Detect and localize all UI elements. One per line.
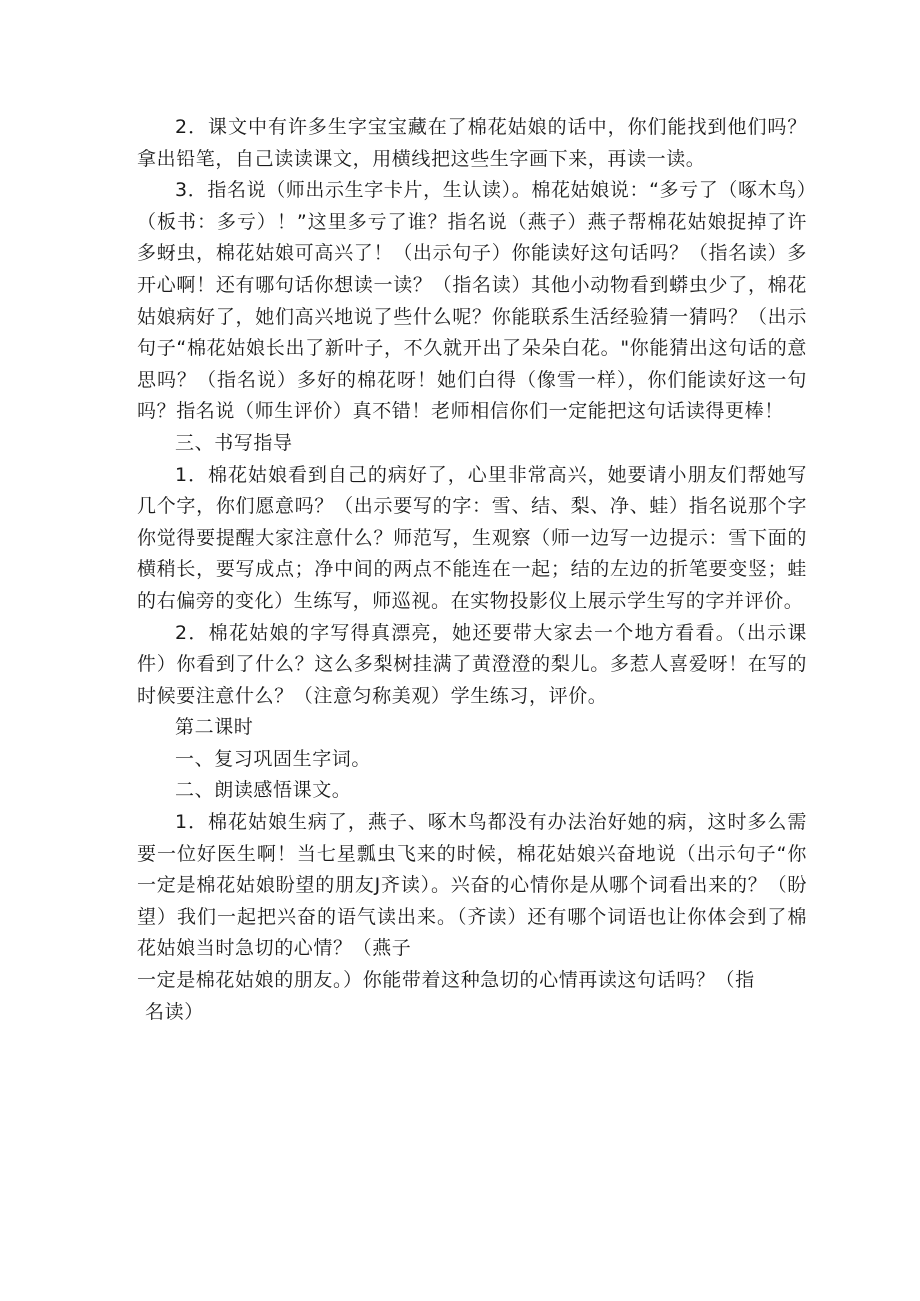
document-body [137, 112, 807, 1028]
paragraph-ladybug: 1．棉花姑娘生病了，燕子、啄木鸟都没有办法治好她的病，这时多么需要一位好医生啊！当七星瓢虫飞来的时候，棉花姑娘兴奋地说（出示句子“你一定是棉花姑娘盼望的朋友J齐读）。兴奋的心情你是从哪个词看出来的？（盼望）我们一起把兴奋的语气读出来。（齐读）还有哪个词语也让你体会到了棉花姑娘当时急切的心情？（燕子 [137, 811, 807, 960]
section-heading-review: 一、复习巩固生字词。 [175, 747, 372, 770]
trailing-line-1: 一定是棉花姑娘的朋友。）你能带着这种急切的心情再读这句话吗？（指 [137, 969, 755, 992]
section-heading-writing-guide: 三、书写指导 [175, 431, 293, 454]
trailing-line-2: 名读） [145, 1000, 204, 1023]
section-heading-reading: 二、朗读感悟课文。 [175, 779, 352, 802]
paragraph-named-reading: 3．指名说（师出示生字卡片，生认读）。棉花姑娘说：“多亏了（啄木鸟）（板书：多亏）！”这里多亏了谁？指名说（燕子）燕子帮棉花姑娘捉掉了许多蚜虫，棉花姑娘可高兴了！（出示句子）你能读好这句话吗？（指名读）多开心啊！还有哪句话你想读一读？（指名读）其他小动物看到蟒虫少了，棉花姑娘病好了，她们高兴地说了些什么呢？你能联系生活经验猜一猜吗？（出示句子“棉花姑娘长出了新叶子，不久就开出了朵朵白花。"你能猜出这句话的意思吗？（指名说）多好的棉花呀！她们白得（像雪一样），你们能读好这一句吗？指名说（师生评价）真不错！老师相信你们一定能把这句话读得更棒！ [137, 179, 807, 423]
paragraph-write-characters: 1．棉花姑娘看到自己的病好了，心里非常高兴，她要请小朋友们帮她写几个字，你们愿意吗？（出示要写的字：雪、结、梨、净、蛙）指名说那个字你觉得要提醒大家注意什么？师范写，生观察（师一边写一边提示：雪下面的横稍长，要写成点；净中间的两点不能连在一起；结的左边的折笔要变竖；蛙的右偏旁的变化）生练写，师巡视。在实物投影仪上展示学生写的字并评价。 [137, 463, 807, 612]
section-heading-second-lesson: 第二课时 [175, 716, 254, 739]
paragraph-pear-trees: 2．棉花姑娘的字写得真漂亮，她还要带大家去一个地方看看。（出示课件）你看到了什么？这么多梨树挂满了黄澄澄的梨儿。多惹人喜爱呀！在写的时候要注意什么？（注意匀称美观）学生练习，评价。 [137, 621, 807, 707]
paragraph-find-characters: 2．课文中有许多生字宝宝藏在了棉花姑娘的话中，你们能找到他们吗？拿出铅笔，自己读读课文，用横线把这些生字画下来，再读一读。 [137, 116, 807, 170]
